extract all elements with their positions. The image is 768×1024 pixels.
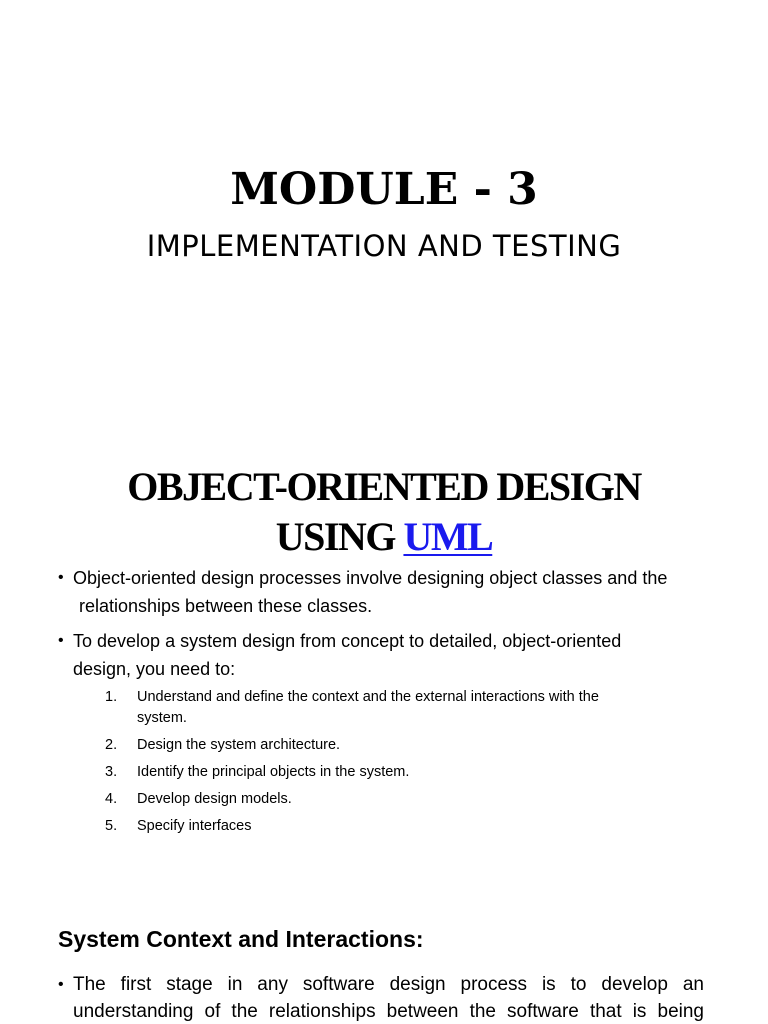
design-steps-list [73, 687, 716, 837]
module-subtitle: IMPLEMENTATION AND TESTING [146, 229, 622, 263]
step-number: 4. [105, 791, 118, 807]
bullet-line: relationships between these classes. [79, 596, 373, 616]
bullet-item [56, 627, 716, 837]
step-text: Understand and define the context and the external interactions with the [137, 689, 599, 705]
step-text: Develop design models. [137, 791, 292, 807]
ood-section-title [0, 462, 768, 562]
bullet-dot-icon: • [58, 632, 64, 649]
step-text: Design the system architecture. [137, 737, 341, 753]
step-number: 3. [105, 764, 118, 780]
system-context-heading: System Context and Interactions: [58, 926, 424, 952]
design-step [73, 687, 716, 729]
bullet-dot-icon: • [58, 976, 64, 993]
design-step [73, 735, 716, 756]
bullet-item [56, 564, 716, 620]
design-step [73, 789, 716, 810]
step-text: system. [137, 710, 187, 726]
step-number: 5. [105, 818, 118, 834]
ood-title-line1: OBJECT-ORIENTED DESIGN [127, 464, 641, 509]
step-text: Identify the principal objects in the system. [137, 764, 410, 780]
bullet-line: The first stage in any software design process is to develop an [73, 974, 704, 995]
bullet-line: design, you need to: [73, 659, 236, 679]
bullet-line: Object-oriented design processes involve designing object classes and the [73, 568, 668, 588]
bullet-line: understanding of the relationships between the software that is being [73, 1001, 704, 1022]
bullet-line: To develop a system design from concept to detailed, object-oriented [73, 631, 622, 651]
step-number: 1. [105, 689, 118, 705]
bullet-item [56, 971, 704, 1024]
bullet-dot-icon: • [58, 569, 64, 586]
step-number: 2. [105, 737, 118, 753]
ood-bullet-list [56, 564, 716, 844]
ood-title-using: USING [275, 514, 395, 559]
step-text: Specify interfaces [137, 818, 252, 834]
module-title: MODULE - 3 [230, 164, 538, 215]
design-step [73, 762, 716, 783]
design-step [73, 816, 716, 837]
uml-link[interactable]: UML [403, 514, 493, 559]
